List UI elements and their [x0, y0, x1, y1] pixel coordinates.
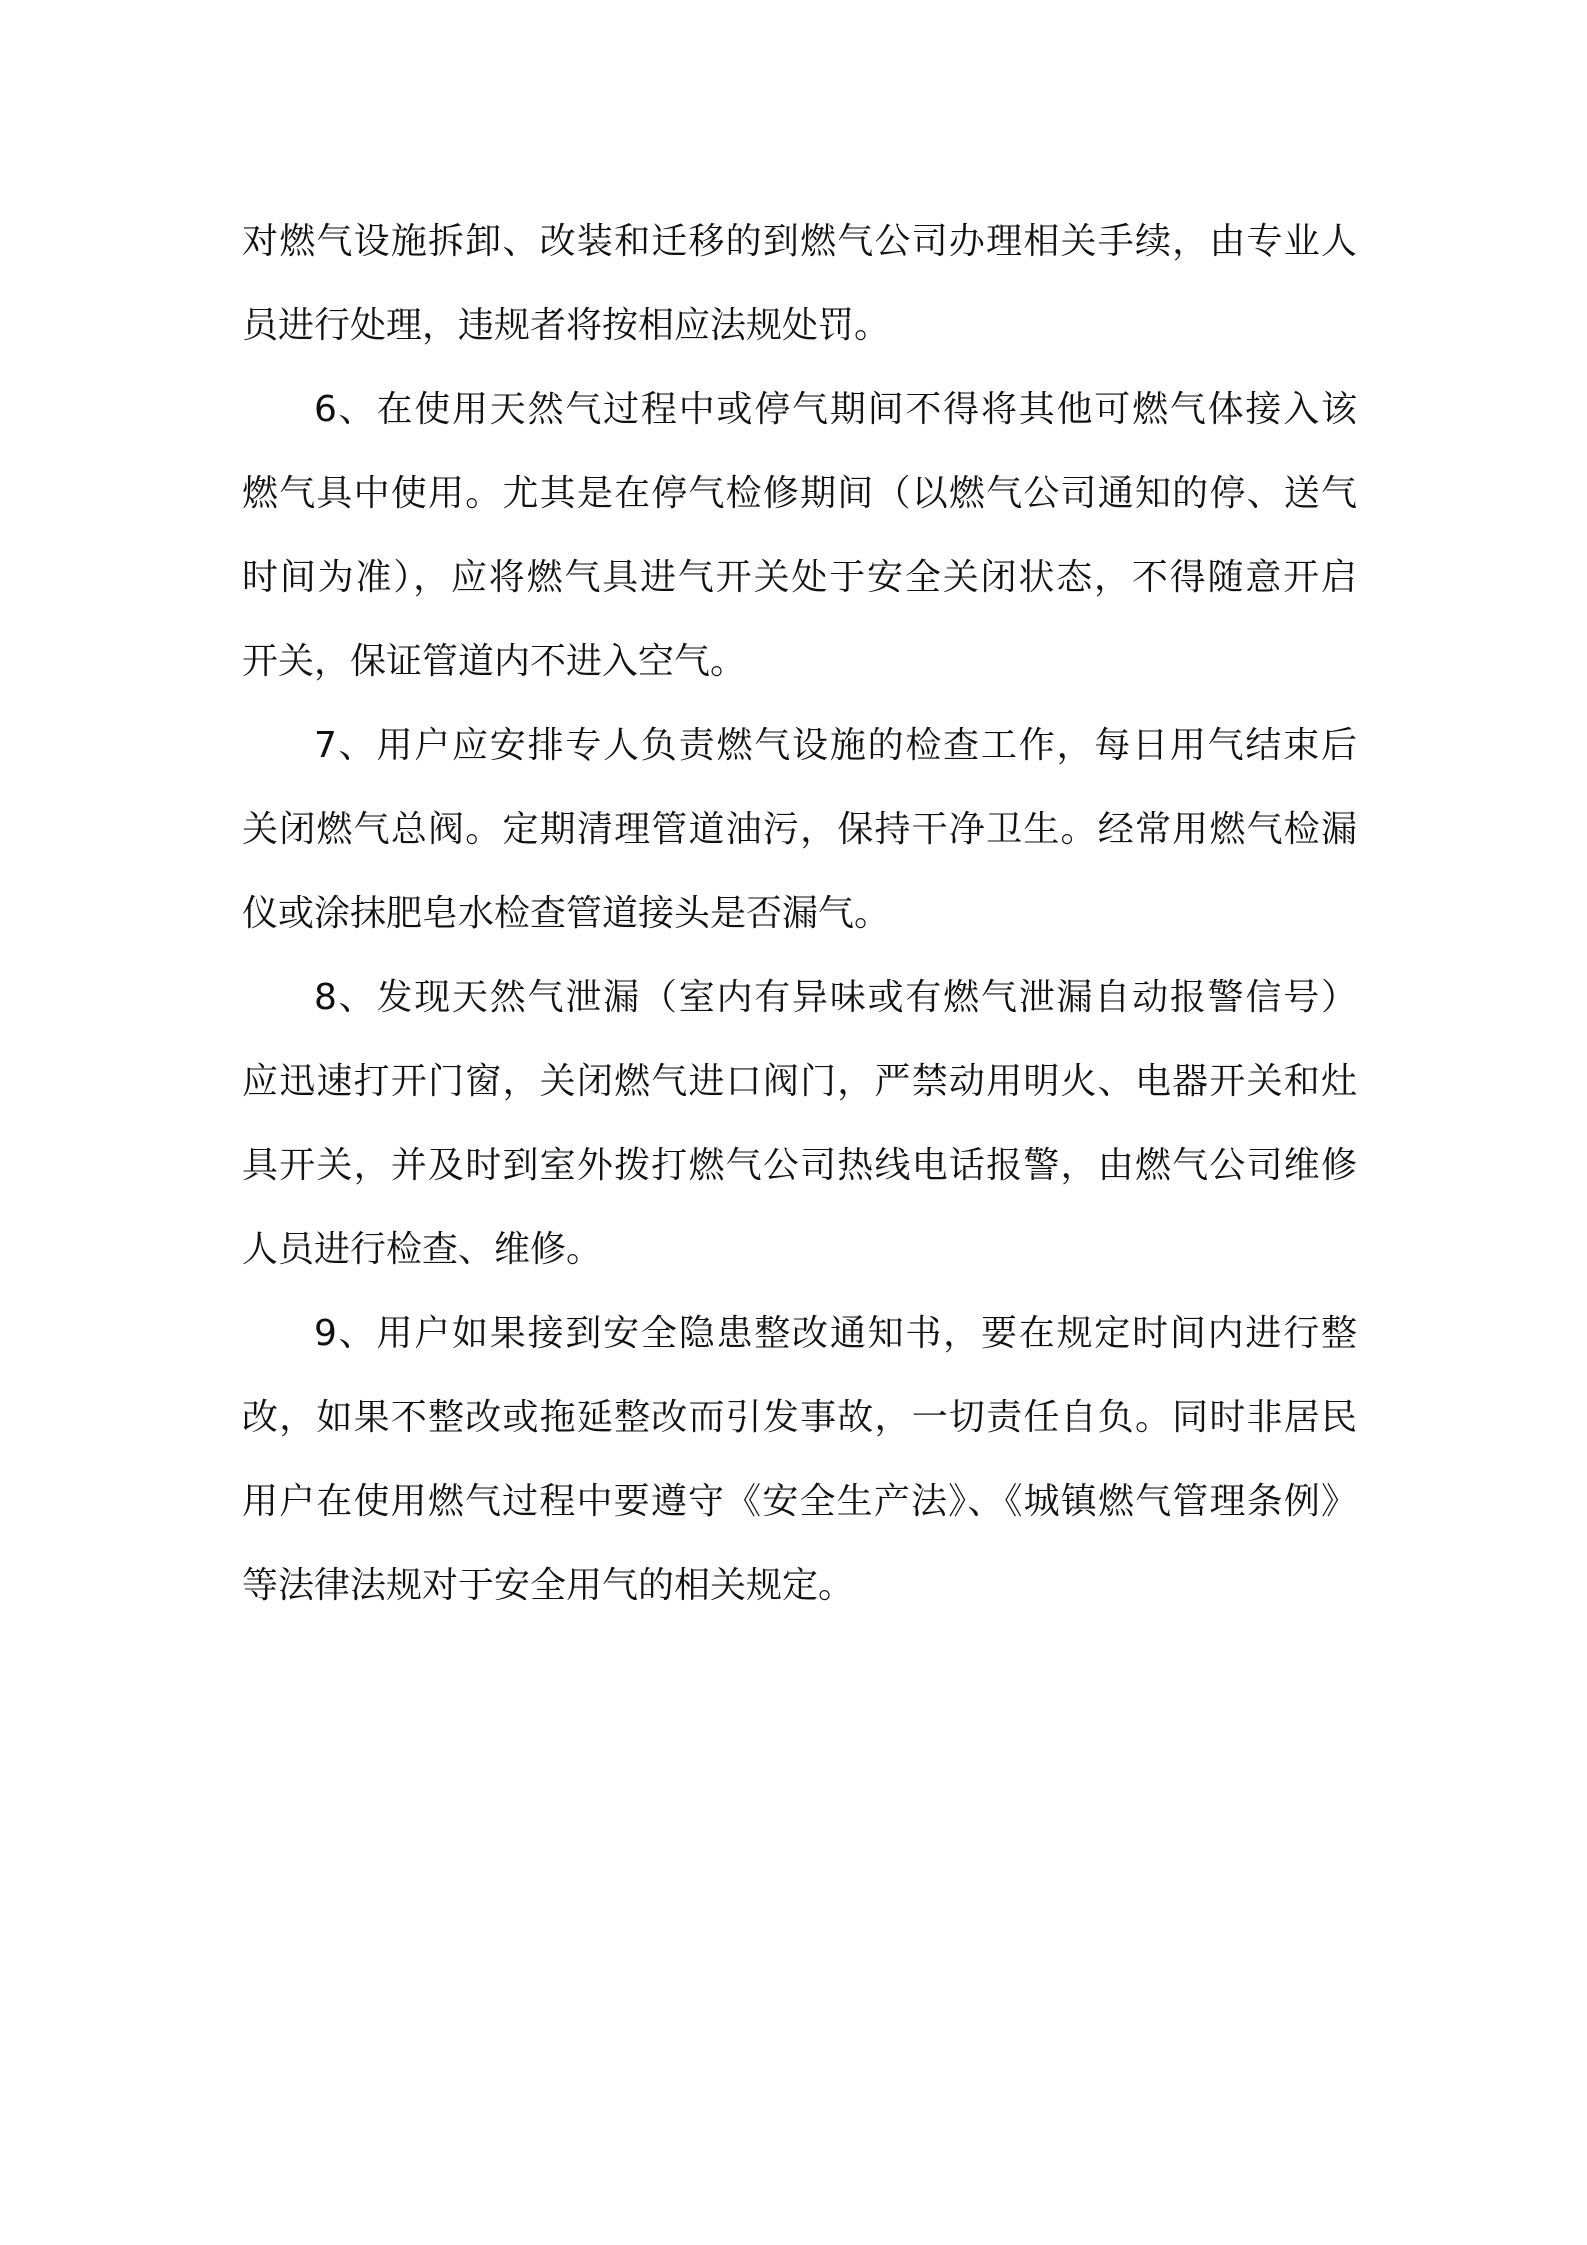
text-line: 7、用户应安排专人负责燃气设施的检查工作，每日用气结束后	[314, 725, 1357, 766]
text-line: 人员进行检查、维修。	[242, 1229, 603, 1270]
document-body	[242, 200, 1357, 1628]
text-line: 仪或涂抹肥皂水检查管道接头是否漏气。	[242, 893, 891, 934]
paragraph-8	[242, 956, 1357, 1292]
text-line: 8、发现天然气泄漏（室内有异味或有燃气泄漏自动报警信号）	[314, 977, 1357, 1018]
text-line: 对燃气设施拆卸、改装和迁移的到燃气公司办理相关手续，由专业人	[242, 221, 1357, 262]
text-line: 开关，保证管道内不进入空气。	[242, 641, 747, 682]
text-line: 用户在使用燃气过程中要遵守《安全生产法》、《城镇燃气管理条例》	[242, 1481, 1357, 1522]
text-line: 改，如果不整改或拖延整改而引发事故，一切责任自负。同时非居民	[242, 1397, 1357, 1438]
text-line: 应迅速打开门窗，关闭燃气进口阀门，严禁动用明火、电器开关和灶	[242, 1061, 1357, 1102]
text-line: 关闭燃气总阀。定期清理管道油污，保持干净卫生。经常用燃气检漏	[242, 809, 1357, 850]
text-line: 等法律法规对于安全用气的相关规定。	[242, 1565, 855, 1606]
paragraph-7	[242, 704, 1357, 956]
text-line: 具开关，并及时到室外拨打燃气公司热线电话报警，由燃气公司维修	[242, 1145, 1357, 1186]
text-line: 9、用户如果接到安全隐患整改通知书，要在规定时间内进行整	[314, 1313, 1357, 1354]
text-line: 员进行处理，违规者将按相应法规处罚。	[242, 305, 891, 346]
paragraph-6	[242, 368, 1357, 704]
paragraph-9	[242, 1292, 1357, 1628]
paragraph-5-continuation	[242, 200, 1357, 368]
text-line: 燃气具中使用。尤其是在停气检修期间（以燃气公司通知的停、送气	[242, 473, 1357, 514]
text-line: 6、在使用天然气过程中或停气期间不得将其他可燃气体接入该	[314, 389, 1357, 430]
text-line: 时间为准），应将燃气具进气开关处于安全关闭状态，不得随意开启	[242, 557, 1357, 598]
